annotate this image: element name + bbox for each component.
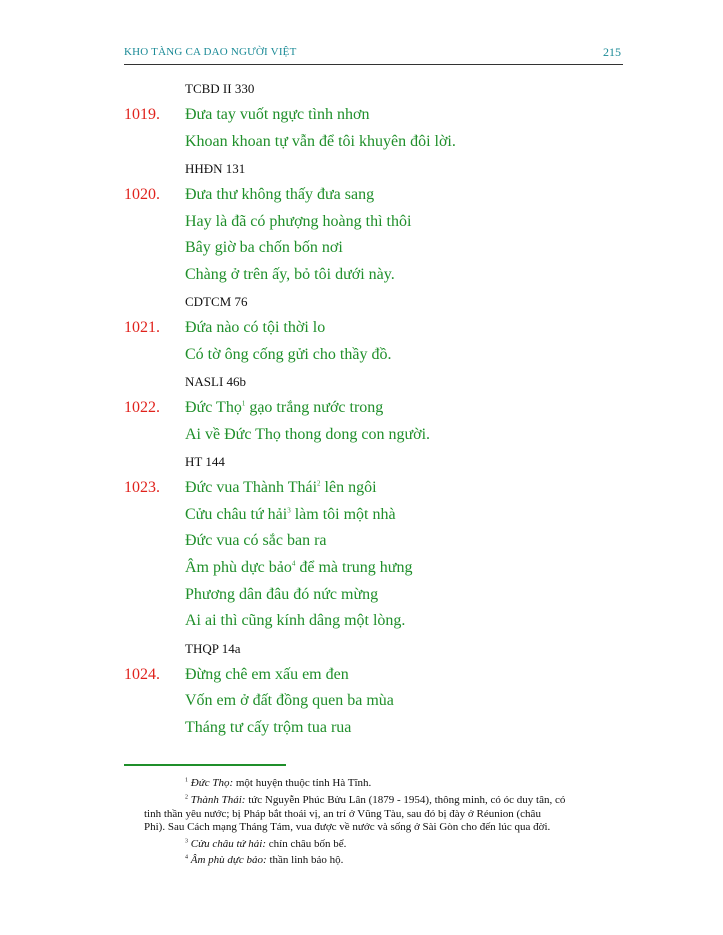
verse-line: Hay là đã có phượng hoàng thì thôi [185,213,412,230]
footnote-divider [124,764,286,766]
verse-line: Đức vua Thành Thái$^2$ lên ngôi [185,479,377,496]
verse-line: Đứa nào có tội thời lo [185,319,326,336]
entry-number: 1021. [124,319,160,336]
source-ref: NASLI 46b [185,374,247,389]
verse-line: Đừng chê em xấu em đen [185,666,349,683]
entry-number: 1019. [124,106,160,123]
verse-line: Chàng ở trên ấy, bỏ tôi dưới này. [185,266,395,283]
footnote-3: $^3$ Cửu châu tứ hải: chín châu bốn bể. [185,838,347,850]
verse-line: Khoan khoan tự vẫn để tôi khuyên đôi lời. [185,133,456,150]
verse-line: Bây giờ ba chốn bốn nơi [185,239,343,256]
entry-number: 1023. [124,479,160,496]
source-ref: HHĐN 131 [185,161,246,176]
footnote-2-line2: tinh thần yêu nước; bị Pháp bắt thoái vị, an trí ở Vũng Tàu, sau đó bị đày ở Réunion (châu [144,808,541,820]
verse-line: Ai ai thì cũng kính dâng một lòng. [185,612,406,629]
entry-number: 1024. [124,666,160,683]
verse-line: Đưa thư không thấy đưa sang [185,186,375,203]
page-number: 215 [603,45,621,59]
entry-number: 1022. [124,399,160,416]
source-ref: THQP 14a [185,641,241,656]
footnote-mark: 3 [287,506,291,515]
entry-number: 1020. [124,186,160,203]
verse-line: Đức vua có sắc ban ra [185,532,327,549]
footnote-4: $^4$ Âm phù dực bảo: thần linh bảo hộ. [185,854,344,866]
verse-line: Vốn em ở đất đồng quen ba mùa [185,692,394,709]
verse-line: Ai về Đức Thọ thong dong con người. [185,426,431,443]
source-ref: HT 144 [185,454,225,469]
footnote-mark: 1 [241,399,246,408]
footnote-mark: 4 [291,559,296,568]
verse-line: Tháng tư cấy trộm tua rua [185,719,352,736]
verse-line: Đưa tay vuốt ngực tình nhơn [185,106,370,123]
book-title: KHO TÀNG CA DAO NGƯỜI VIỆT [124,46,297,58]
footnote-mark: 2 [317,479,321,488]
source-ref: TCBD II 330 [185,81,255,96]
verse-line: Âm phù dực bảo$^4$ để mà trung hưng [185,559,413,576]
verse-line: Đức Thọ$^1$ gạo trắng nước trong [185,399,384,416]
page-header [124,44,623,65]
footnote-2-line1: $^2$ Thành Thái: tức Nguyễn Phúc Bửu Lân (1879 - 1954), thông minh, có óc duy tân, có [185,794,566,806]
source-ref: CDTCM 76 [185,294,248,309]
verse-line: Cửu châu tứ hải$^3$ làm tôi một nhà [185,506,396,523]
verse-line: Phương dân đâu đó nức mừng [185,586,379,603]
footnote-1: $^1$ Đức Thọ: một huyện thuộc tỉnh Hà Tĩnh. [185,777,372,789]
verse-line: Có tờ ông cống gửi cho thầy đồ. [185,346,392,363]
footnote-2-line3: Phi). Sau Cách mạng Tháng Tám, vua được về nước và sống ở Sài Gòn cho đến lúc qua đời. [144,821,551,833]
